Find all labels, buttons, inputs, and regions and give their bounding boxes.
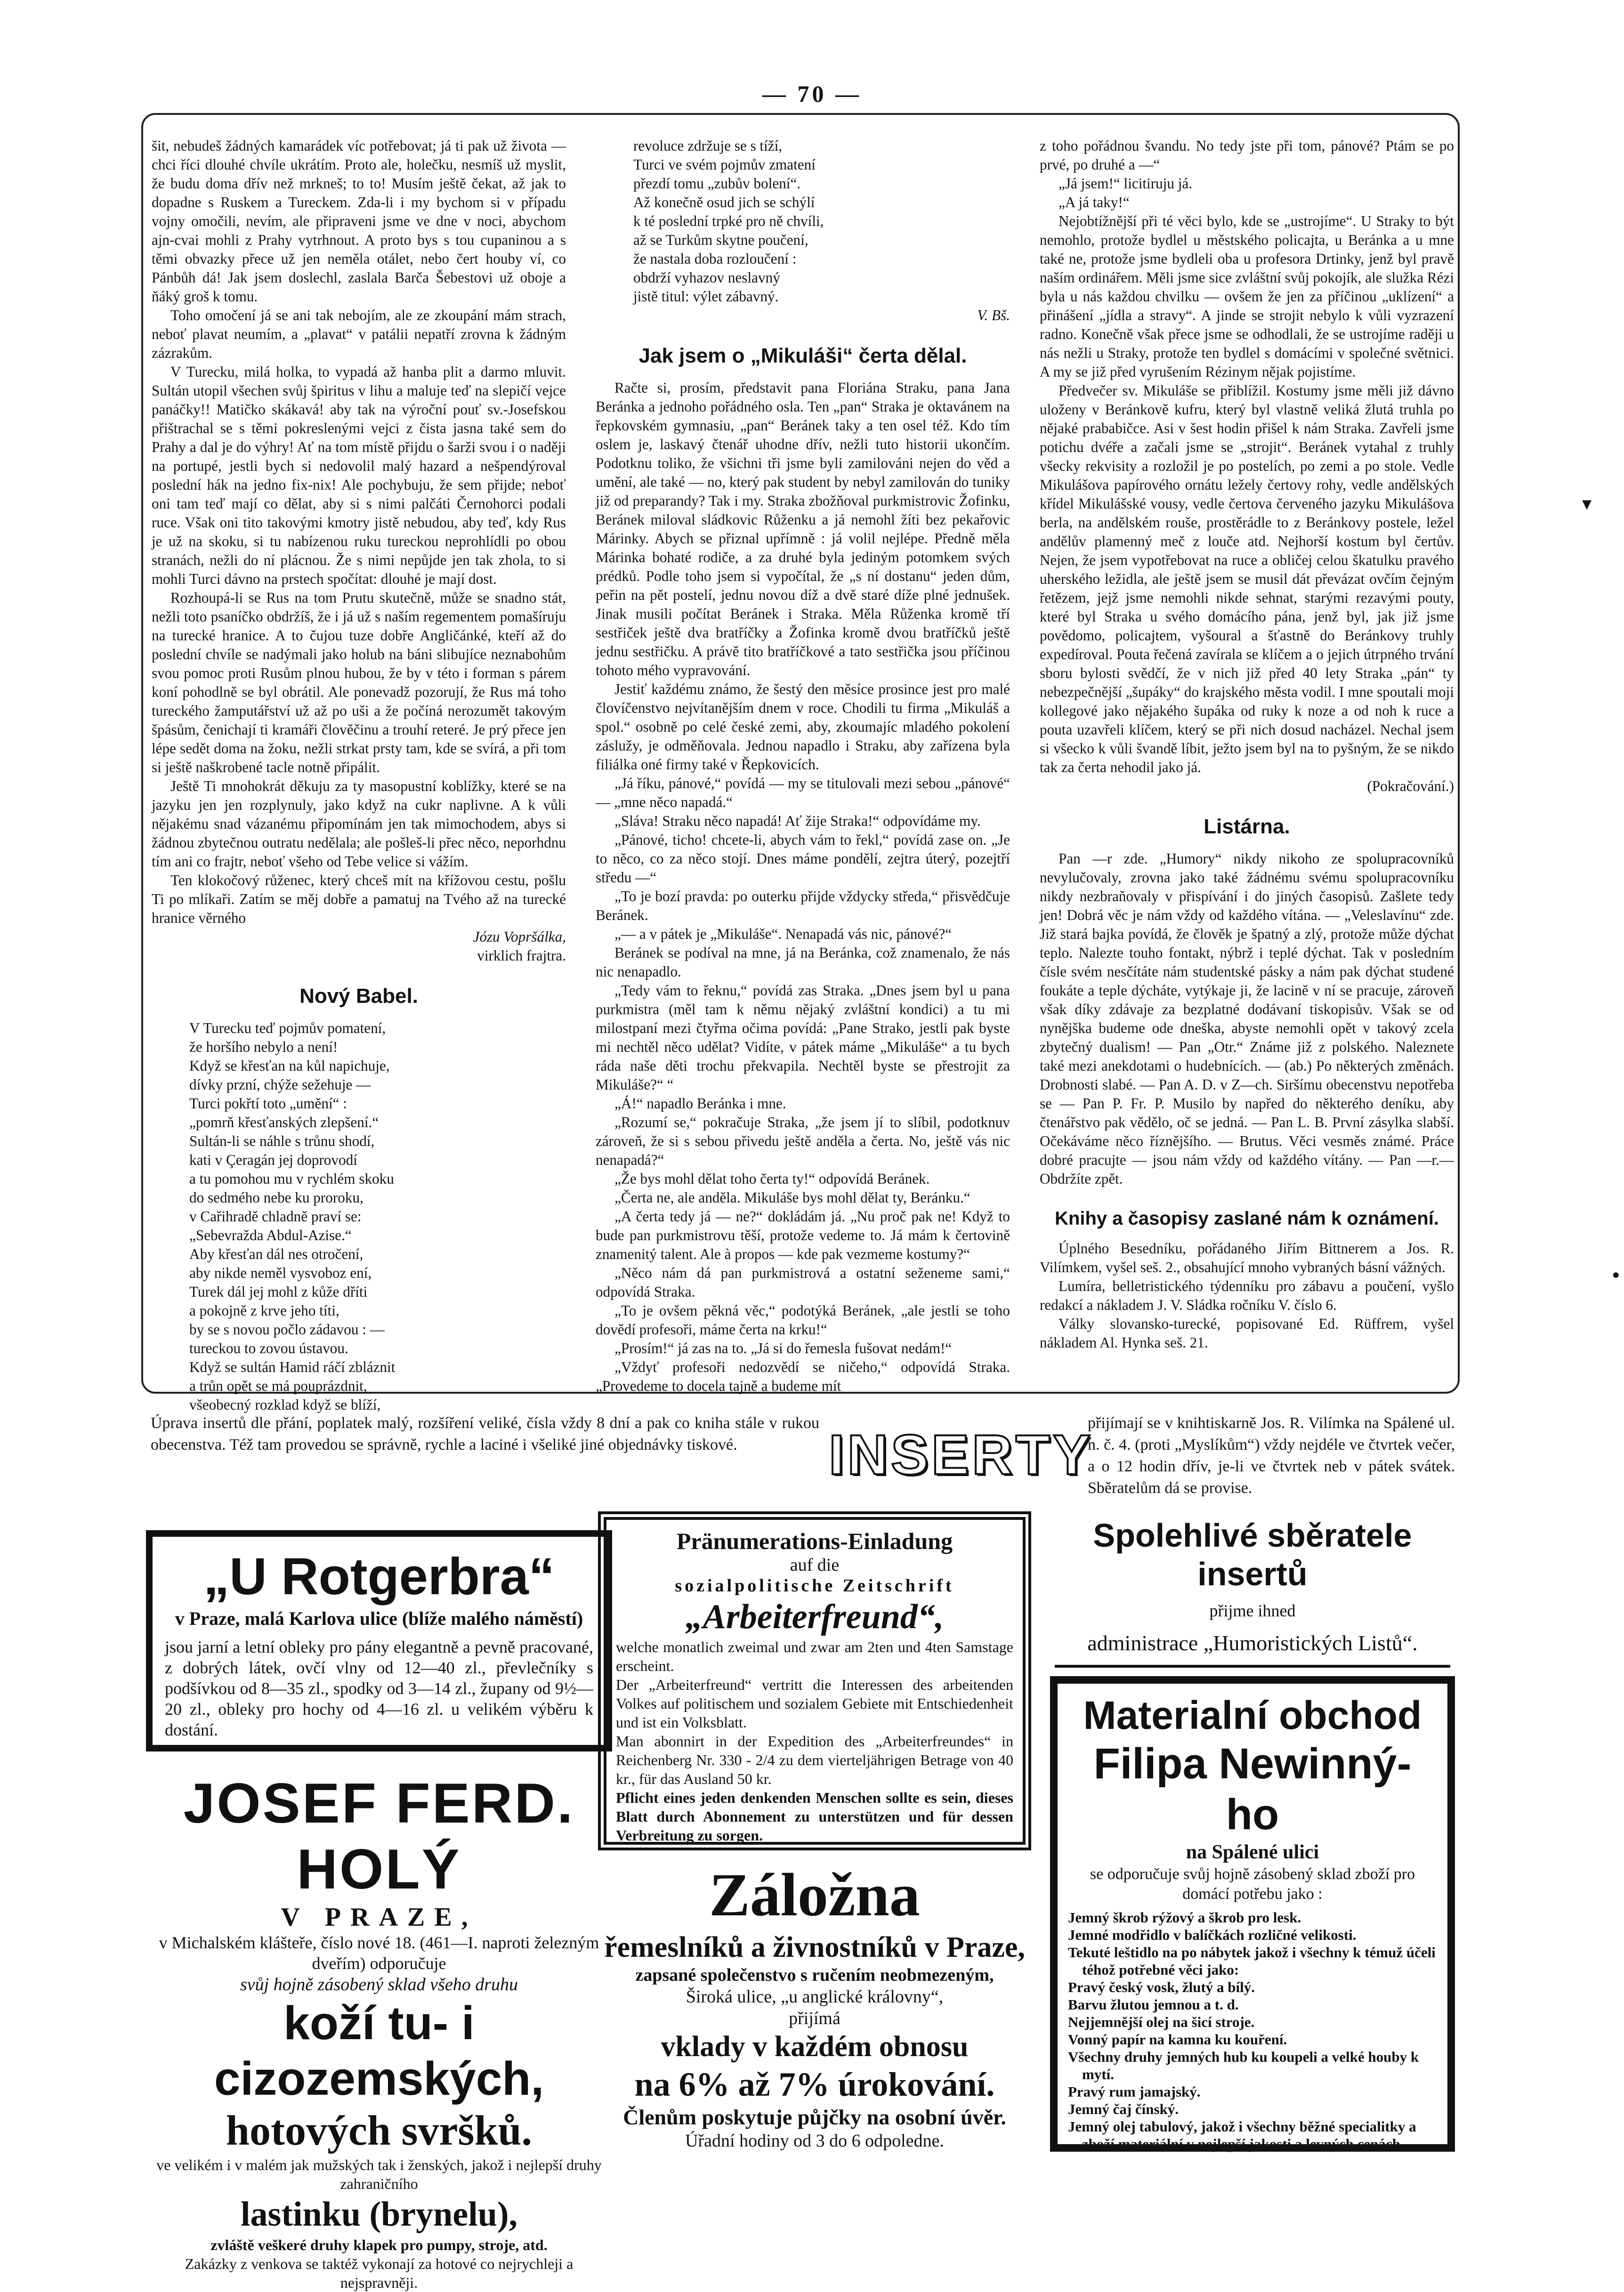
- ad-material-item: Nejjemnější olej na šicí stroje.: [1068, 2014, 1255, 2030]
- ad-material-item: Jemný čaj čínský.: [1068, 2101, 1179, 2117]
- ad-arbeiterfreund: [598, 1511, 1031, 1850]
- story-paragraph: Předvečer sv. Mikuláše se přiblížil. Kostumy jsme měli již dávno uloženy v Beránkově kufru, který byl vlastně veliká žlutá truhla po nějaké prababičce. Asi v šest hodin přišel k nám Straka. Zavřeli jsme potichu dvéře a začali jsme se „strojit“. Beránek vytahal z truhly všecky rekvisity a rozložil je po postelích, po zemi a po stole. Vedle Mikulášova papírového ornátu ležely čertovy rohy, vedle andělských křídel Mikulášské vousy, vedle čertova červeného jazyku Mikulášova berla, na andělském rouše, prostěrádle to z Beránkovy postele, ležel andělův plamenný meč z louče atd. Nejhorší kostum byl čertův. Nejen, že jsem vypotřebovat na ruce a obličej celou škatulku pravého uherského ležidla, ale ještě jsem se musil dát převázat ovčím čejným řetězem, jejž jsme nemohli nikde sehnat, starými rezavými pouty, které byl Straka u svého domácího pána, jenž byl, jak již jsme povědomo, policajtem, vyšoural a šťastně do Beránkovy truhly expedíroval. Pouta řečená zavírala se klíčem a o jejich útrpného trvání sboru bylosti svědčí, že v nich již před 40 lety Straka „pán“ ty nebezpečnější „šupáky“ do krajského města vodil. I mne spoutali moji kollegové jako nějakého šupáka od ruky k noze a od noh k ruce a pouta uzavřeli klíčem, který se při nich dosud nacházel. Nechal jsem si všecko k vůli švandě líbit, ježto jsem byl na to pyšným, že se nikdo tak za čerta nehodil jako já.: [1040, 382, 1454, 775]
- ad-holy-small1: ve velikém i v malém jak mužských tak i ženských, jakož i nejlepší druhy zahraničního: [156, 2156, 602, 2192]
- story-paragraph: „Á!“ napadlo Beránka i mne.: [614, 1095, 786, 1112]
- story-paragraph: „— a v pátek je „Mikuláše“. Nenapadá vás nic, pánové?“: [614, 926, 952, 942]
- continuation-note: (Pokračování.): [1367, 778, 1454, 794]
- story-paragraph: „Vždyť profesoři nedozvědí se ničeho,“ odpovídá Straka. „Provedeme to docela tajně a budeme mít: [596, 1359, 1010, 1394]
- ad-material-sub: na Spálené ulici: [1186, 1841, 1319, 1863]
- ad-zalozna-line5: na 6% až 7% úrokování.: [634, 2066, 995, 2103]
- poem-line: by se s novou počlo zádavou : —: [189, 1321, 385, 1338]
- ad-zalozna: [598, 1860, 1031, 2152]
- listarna-title: Listárna.: [1204, 815, 1290, 838]
- inserty-title: INSERTY: [829, 1423, 1094, 1486]
- ad-material-item: Pravý rum jamajský.: [1068, 2083, 1201, 2100]
- inserty-left-text: Úprava insertů dle přání, poplatek malý, rozšíření veliké, čísla vždy 8 dní a pak co kniha stále v rukou obecenstva. Též tam provedou se správně, rychle a laciné i všeliké jiné objednávky tiskové.: [151, 1414, 819, 1453]
- poem-line: a tu pomohou mu v rychlém skoku: [189, 1170, 394, 1187]
- poem-line: v Cařihradě chladně praví se:: [189, 1208, 362, 1225]
- ad-material-item: Pravý český vosk, žlutý a bílý.: [1068, 1979, 1255, 1995]
- books-item: Války slovansko-turecké, popisované Ed. Rüffrem, vyšel nákladem Al. Hynka seš. 21.: [1040, 1315, 1454, 1351]
- story-paragraph: „To je bozí pravda: po outerku přijde vždycky středa,“ přisvědčuje Beránek.: [596, 888, 1010, 923]
- poem-line: do sedmého nebe ku proroku,: [189, 1189, 364, 1206]
- letter-paragraph: V Turecku, milá holka, to vypadá až hanba plit a darmo mluvit. Sultán utopil všechen svůj špiritus v lihu a maluje teď na slepičí vejce panáčky!! Matičko skákavá! aby tak na výroční pouť sv.-Josefskou přištrachal se s těmi pokreslenými vejci z čista jasna také sem do Prahy a dal je do výhry! Ať na tom místě přijdu o šarži svou i o naději na portupé, jestli bych si nedovolil malý hazard a nešpendýroval poslední hák na jedno fix-nix! Ale pochybuju, že sem přijde; neboť oni tam teď mají co dělat, aby si s nimi palčáti Černohorci podali ruce. Však oni tito takovými kmotry jistě nebudou, aby teď, kdy Rus je už na skoku, si tu nabízenou ruku tureckou neprohlídli po obou stranách, nežli do ní plácnou. Že s nimi nepůjde jen tak zhola, to si mohli Turci dávno na prstech spočítat: dlouhé je mají dost.: [152, 363, 566, 587]
- letter-paragraph: šit, nebudeš žádných kamarádek víc potřebovat; já ti pak už života — chci říci dlouhé chvíle ukrátím. Proto ale, holečku, nesmíš už myslit, že budu doma dřív než mrkneš; to to! Musím ještě čekat, až jak to dopadne s Ruskem a Tureckem. Zda-li i my bychom si v případu vojny omočili, nevím, ale připraveni jsme ve dne v noci, abychom ajn-cvai mohli z Prahy vytrhnout. A proto bys s tou cupaninou a s těmi obvazky přece už jen neměla otálet, nebo čert houby ví, co Pánbůh dá! Jak jsem doslechl, zaslala Barča Šebestovi už oboje a ňáký groš k tomu.: [152, 137, 566, 305]
- poem-title: Nový Babel.: [299, 985, 418, 1008]
- story-paragraph: z toho pořádnou švandu. No tedy jste při tom, pánové? Ptám se po prvé, po druhé a —“: [1040, 137, 1454, 173]
- story-paragraph: „Tedy vám to řeknu,“ povídá zas Straka. „Dnes jsem byl u pana purkmistra (měl tam k němu nějaký zvláštní kondici) a tu mi milostpaní mezi čtyřma očima povídá: „Pane Strako, jestli pak byste mi nechtěl něco udělat? Vidíte, v pátek máme „Mikuláše“ a tu bych ráda naše děti trochu překvapila. Nechtěl byste se přestrojit za Mikuláše?“ “: [596, 982, 1010, 1093]
- ad-holy-small2: zvláště veškeré druhy klapek pro pumpy, stroje, atd.: [210, 2236, 548, 2253]
- ad-rotgerbra-address: v Praze, malá Karlova ulice (blíže malého náměstí): [175, 1608, 583, 1629]
- story-paragraph: „A čerta tedy já — ne?“ dokládám já. „Nu proč pak ne! Když to bude pan purkmistrovu těší, protože vedeme to. Já mám k čertovině znamenitý talent. Ale à propos — kde pak vezmeme kostumy?“: [596, 1208, 1010, 1262]
- poem-line: Turci pokřtí toto „umění“ :: [189, 1095, 347, 1112]
- poem-line: Až konečně osud jich se schýlí: [633, 194, 815, 210]
- inserty-right-text: přijímají se v knihtiskarně Jos. R. Vilímka na Spálené ul. n. č. 4. (proti „Myslíkům“) vždy nejdéle ve čtvrtek večer, a o 12 hodin dřív, je-li ve čtvrtek neb v pátek svátek. Sběratelům dá se provise.: [1088, 1414, 1455, 1497]
- story-paragraph: „Čerta ne, ale anděla. Mikuláše bys mohl dělat ty, Beránku.“: [614, 1189, 970, 1206]
- story-paragraph: „Že bys mohl dělat toho čerta ty!“ odpovídá Beránek.: [614, 1170, 930, 1187]
- ad-material-line1: Materialní obchod: [1083, 1693, 1422, 1737]
- poem-line: dívky przní, chýže sežehuje —: [189, 1076, 371, 1093]
- story-title: Jak jsem o „Mikuláši“ čerta dělal.: [638, 344, 967, 367]
- ad-spolehlive-sub: přijme ihned: [1209, 1601, 1296, 1620]
- poem-line: Když se sultán Hamid ráčí zbláznit: [189, 1359, 396, 1375]
- poem-line: všeobecný rozklad když se blíží,: [189, 1396, 381, 1413]
- poem-line: „Sebevražda Abdul-Azise.“: [189, 1227, 352, 1243]
- letter-signature-role: virklich frajtra.: [477, 947, 566, 964]
- story-paragraph: Nejobtížnější při té věci bylo, kde se „ustrojíme“. U Straky to být nemohlo, protože bydlel u městského policajta, u Beránka a u mne také ne, protože jsme bydleli oba u profesora Drtinky, jenž byl pravě naším ordinářem. Měli jsme sice zvláštní svůj pokojík, ale služka Rézi byla u nás každou chvilku — ovšem že jen za příčinou „uklízení“ a přinášení „jídla a stravy“. A jinde se strojit nebylo k vůli vyzrazení radno. Konečně však přece jsme se odhodlali, že se ustrojíme raději u nás nežli u Straky, protože ten bydlel s domácími v společné světnici. A my se již před vyrušením Rézinym nějak pojistíme.: [1040, 213, 1454, 380]
- ad-holy-line2: hotových svršků.: [226, 2107, 533, 2154]
- ad-arbeiter-body: Man abonnirt in der Expedition des „Arbeiterfreundes“ in Reichenberg Nr. 330 - 2/4 zu dem vierteljährigen Betrage von 40 kr., für das Ausland 50 kr.: [616, 1733, 1013, 1787]
- ad-zalozna-line3b: Široká ulice, „u anglické královny“,: [686, 1987, 944, 2007]
- ad-holy-city: V PRAZE,: [281, 1903, 477, 1932]
- ad-arbeiter-sub1: auf die: [790, 1555, 840, 1575]
- letter-paragraph: Rozhoupá-li se Rus na tom Prutu skutečně, může se snadno stát, nežli toto psaníčko obdržíš, že i já už s naším regementem pomašíruju na turecké hranice. A to čujou tuze dobře Angličánké, kteří až do poslední chvíle se nadýmali jako holub na báni slibujíce neznabohům svou pomoc proti Rusům plnou hubou, že by v této i forman s párem koní pohodlně se byl obrátil. Ale ponevadž pozorují, že Rus má toho tureckého žamputářství už až po uši a že počíná nerozumět takovým špásům, čenichají ti kramáři člověčinu a trouhí reteré. Je prý přece jen lépe sedět doma na žoku, nežli strkat prsty tam, kde se svírá, a při tom si ještě naškrobené tacle notně připálit.: [152, 589, 566, 775]
- poem-line: Turci ve svém pojmův zmatení: [633, 156, 816, 173]
- ad-zalozna-line7: Úřadní hodiny od 3 do 6 odpoledne.: [685, 2131, 944, 2151]
- poem-line: k té poslední trpké pro ně chvíli,: [633, 213, 824, 229]
- letter-paragraph: Toho omočení já se ani tak nebojím, ale ze zkoupání mám strach, neboť plavat neumím, a „plavat“ v patálii nepatří zrovna k žádným zázrakům.: [152, 307, 566, 361]
- books-item: Úplného Besedníku, pořádaného Jiřím Bittnerem a Jos. R. Vilímkem, vyšel seš. 2., obsahující mnoho vybraných básní vážných.: [1040, 1240, 1454, 1275]
- ad-material-item: Tekuté leštidlo na po nábytek jakož i všechny k témuž účeli téhož potřebné věci jako:: [1068, 1944, 1436, 1978]
- letter-paragraph: Ještě Ti mnohokrát děkuju za ty masopustní koblížky, které se na jazyku jen jen rozplynuly, jako když na cukr naplivne. A k vůli nějakému snad vázanému připomínám jen tak mimochodem, abys si žádnou zbytečnou outratu nedělala; ale pošleš-li přec něco, neporhdnu tím ani co frajtr, neboť všeho od Tebe velice si vážím.: [152, 778, 566, 870]
- ad-material-item: Jemný škrob rýžový a škrob pro lesk.: [1068, 1909, 1301, 1926]
- ad-material-item: Všechny druhy jemných hub ku koupeli a velké houby k mytí.: [1068, 2049, 1419, 2082]
- story-paragraph: „A já taky!“: [1058, 194, 1130, 210]
- poem-line: Sultán-li se náhle s trůnu shodí,: [189, 1133, 375, 1149]
- poem-line: jistě titul: výlet zábavný.: [633, 288, 779, 305]
- letter-signature-name: Józu Vopršálka,: [473, 928, 566, 945]
- ad-rotgerbra-body: jsou jarní a letní obleky pro pány elegantně a pevně pracované, z dobrých látek, ovčí vlny od 12—40 zl., převlečníky s podšívkou od 8—35 zl., spodky od 3—14 zl., župany od 9½—20 zl., obleky pro hochy od 4—16 zl. u velikém výběru k dostání.: [165, 1638, 593, 1739]
- ad-material-item: Vonný papír na kamna ku kouření.: [1068, 2031, 1287, 2048]
- poem-line: Aby křesťan dál nes otročení,: [189, 1246, 364, 1262]
- story-paragraph: „Sláva! Straku něco napadá! Ať žije Straka!“ odpovídáme my.: [614, 813, 981, 829]
- poem-line: a pokojně z krve jeho títi,: [189, 1302, 339, 1319]
- poem-line: Turek dál jej mohl z kůže dříti: [189, 1283, 368, 1300]
- page-number: — 70 —: [762, 81, 862, 107]
- poem-line: že nastala doba rozloučení :: [633, 250, 797, 267]
- ad-zalozna-line3c: přijímá: [789, 2009, 840, 2028]
- ad-material-list: [1068, 1909, 1437, 2153]
- poem-line: že horšího nebylo a není!: [189, 1039, 338, 1055]
- poem-body: [152, 1019, 566, 1414]
- ad-rotgerbra: [146, 1530, 612, 1751]
- ad-arbeiter-body: Pflicht eines jeden denkenden Menschen sollte es sein, dieses Blatt durch Abonnement zu unterstützen und für dessen Verbreitung zu sorgen.: [616, 1789, 1013, 1844]
- poem-continuation: [596, 137, 1010, 306]
- ad-holy-address: v Michalském klášteře, číslo nové 18. (461—I. naproti železným dveřím) odporučuje: [159, 1933, 599, 1973]
- ad-material-line2: Filipa Newinný-ho: [1093, 1740, 1412, 1839]
- column-1: [152, 137, 566, 1413]
- books-title: Knihy a časopisy zaslané nám k oznámení.: [1055, 1208, 1439, 1229]
- ad-arbeiter-body: welche monatlich zweimal und zwar am 2ten und 4ten Samstage erscheint.: [616, 1638, 1013, 1674]
- poem-line: V Turecku teď pojmův pomatení,: [189, 1020, 386, 1036]
- ad-arbeiter-heading: Pränumerations-Einladung: [676, 1528, 953, 1554]
- ad-holy-tagline: svůj hojně zásobený sklad všeho druhu: [240, 1975, 518, 1994]
- story-paragraph: Račte si, prosím, představit pana Floriána Straku, pana Jana Beránka a jednoho pořádného osla. Ten „pan“ Straka je oktavánem na řepkovském gymnasiu, „pan“ Beránek taky a ten osel též. Kdo tím oslem je, laskavý čtenář uhodne dřív, nežli tuto historii ukončím. Podotknu toliko, že všichni tři jsme byli zamilováni nejen do věd a umění, ale také — no, který pak student by nebyl zamilován do tuniky již od preparandy? Tak i my. Straka zbožňoval purkmistrovic Žofinku, Beránek miloval sládkovic Růženku a já nemohl žíti bez pekařovic Márinky. Abych se přiznal upřímně : já volil nejlépe. Předně měla Márinka bohaté rodiče, a za druhé byla jediným potomkem svých prédků. Podle toho jsem si vypočítal, že „s ní dostanu“ jeden dům, peřin na pět postelí, jednu novou díž a dvě staré díže plné jednušek. Jinak musili počítat Beránek i Straka. Měla Růženka kromě tří sestřiček ještě dva bratříčky a Žofinka kromě dvou bratříčků ještě jednu sestřičku. A právě tito bratříčkové a tato sestřička jsou příčinou tohoto mého vypravování.: [596, 379, 1010, 678]
- poem-line: až se Turkům skytne poučení,: [633, 232, 808, 248]
- poem-line: a trůn opět se má pouprázdnit,: [189, 1378, 367, 1394]
- story-paragraph: „Rozumí se,“ pokračuje Straka, „že jsem jí to slíbil, podotknuv zároveň, že si s sebou přivedu ještě anděla a čerta. No, ještě vás nic nenapadá?“: [596, 1114, 1010, 1168]
- ad-arbeiter-body: Der „Arbeiterfreund“ vertritt die Interessen des arbeitenden Volkes auf politischem und sozialem Gebiete mit Entschiedenheit und ist ein Volksblatt.: [616, 1676, 1013, 1731]
- column-3: [1040, 137, 1454, 1380]
- story-paragraph: „Něco nám dá pan purkmistrová a ostatní seženeme sami,“ odpovídá Straka.: [596, 1265, 1010, 1300]
- story-paragraph: Beránek se podíval na mne, já na Beránka, což znamenalo, že nás nic nenapadlo.: [596, 944, 1010, 980]
- story-paragraph: „Prosím!“ já zas na to. „Já si do řemesla fušovat nedám!“: [614, 1340, 952, 1356]
- listarna-text: Pan —r zde. „Humory“ nikdy nikoho ze spolupracovníků nevylučovaly, zrovna jako také žádnému svému spolupracovníku nikdy nezbraňovaly v přispívání i do jiných časopisů. Zašlete tedy jen! Dobrá věc je nám vždy od každého vítána. — „Veleslavínu“ zde. Již stará bajka povídá, že člověk je špatný a zlý, protože může dýchat teplo. Nalezte touho fontakt, nýbrž i teplé dýchat. Tak v posledním čísle svém nesčítáte nám studentské pásky a nám pak dýchat studené foukáte a teple dýcháte, vytýkaje ji, že lacině v ní se pracuje, zároveň však díky zdávaje za bezplatné dodávaní tiskopisův. Však se od nynějška budeme ode dneška, abyste nemohli opět v takový zcela zbytečný dualism! — Pan „Otr.“ Známe již z polského. Naleznete také mezi anekdotami o hudebnících. — (ab.) Po některých změnách. Drobnosti slabé. — Pan A. D. v Z—ch. Siršímu obecenstvu nepotřeba se — Pan P. Fr. P. Musilo by napřed do některého deníku, aby čtenářstvo pak vědělo, oč se jedná. — Pan L. B. První zásylka slabší. Očekáváme něco říznějšího. — Brutus. Věci vesměs známé. Práce dobré pracujte — jsou nám vždy od každého vítány. — Pan —r.— Obdržíte zpět.: [1040, 850, 1454, 1187]
- ad-zalozna-name: Záložna: [709, 1861, 920, 1929]
- ad-material-item: Jemný olej tabulový, jakož i všechny běžné specialitky a zboží materiální v nejlepší jakosti a levných cenách.: [1068, 2118, 1416, 2152]
- poem-line: přezdí tomu „zubův bolení“.: [633, 175, 801, 192]
- margin-mark-icon: •: [1610, 1265, 1622, 1287]
- ad-zalozna-line4: vklady v každém obnosu: [661, 2031, 969, 2063]
- ad-spolehlive-mid: administrace „Humoristických Listů“.: [1087, 1631, 1418, 1655]
- poem-line: tureckou to zovou ústavou.: [189, 1340, 348, 1356]
- story-paragraph: „Pánové, ticho! chcete-li, abych vám to řekl,“ povídá zase on. „Je to něco, co za něco stojí. Dnes máme pondělí, zejtra úterý, pozejtří středu —“: [596, 831, 1010, 886]
- ad-holy: [146, 1766, 612, 2291]
- ad-holy-line3: lastinku (brynelu),: [240, 2195, 518, 2234]
- ad-spolehlive-title: Spolehlivé sběratele insertů: [1093, 1517, 1412, 1592]
- margin-mark-icon: ▾: [1582, 493, 1592, 515]
- ad-material-item: Barvu žlutou jemnou a t. d.: [1068, 1996, 1239, 2013]
- ad-material: [1050, 1676, 1455, 2152]
- story-paragraph: „Já jsem!“ licitiruju já.: [1058, 175, 1193, 192]
- poem-line: Když se křesťan na kůl napichuje,: [189, 1057, 390, 1074]
- story-paragraph: Jestiť každému známo, že šestý den měsíce prosince jest pro malé človíčenstvo nejvítanějším dnem v roce. Chodili tu firma „Mikuláš a spol.“ osobně po celé české zemi, aby, zkoumajíc mladého pokolení záslužy, je odměňovala. Jednou napadlo i Straku, aby zařízena byla filiálka oné firmy také v Řepkovicích.: [596, 681, 1010, 773]
- story-paragraph: „To je ovšem pěkná věc,“ podotýká Beránek, „ale jestli se toho dovědí profesoři, máme čerta na krku!“: [596, 1302, 1010, 1338]
- column-2: [596, 137, 1010, 1394]
- books-item: Lumíra, belletristického týdenníku pro zábavu a poučení, vyšlo redakcí a nákladem J. V. Sládka ročníku V. číslo 6.: [1040, 1278, 1454, 1313]
- ad-zalozna-line6: Členům poskytuje půjčky na osobní úvěr.: [623, 2105, 1006, 2129]
- poem-line: „pomrň křesťanských zlepšení.“: [189, 1114, 379, 1130]
- divider: [1055, 1665, 1450, 1668]
- poem-line: kati v Çeragán jej doprovodí: [189, 1152, 357, 1168]
- poem-line: aby nikde neměl vysvoboz ení,: [189, 1265, 372, 1281]
- ad-holy-small3: Zakázky z venkova se taktéž vykonají za hotové co nejrychleji a nejspravněji.: [185, 2255, 574, 2291]
- ad-zalozna-line3a: zapsané společenstvo s ručením neobmezeným,: [635, 1965, 994, 1985]
- letter-paragraph: Ten klokočový růženec, který chceš mít na křížovou cestu, pošlu Ti po mlíkaři. Zatím se měj dobře a pamatuj na Tvého až na turecké hranice věrného: [152, 872, 566, 926]
- ad-holy-line1: koží tu- i cizozemských,: [214, 1997, 544, 2105]
- story-paragraph: „Já říku, pánové,“ povídá — my se titulovali mezi sebou „pánové“ — „mne něco napadá.“: [596, 775, 1010, 810]
- poem-signature: V. Bš.: [977, 307, 1010, 323]
- inserty-row: [141, 1412, 1460, 1507]
- poem-line: obdrží vyhazov neslavný: [633, 269, 780, 286]
- poem-line: revoluce zdržuje se s tíží,: [633, 137, 783, 154]
- ad-arbeiter-sub2: sozialpolitische Zeitschrift: [675, 1576, 954, 1596]
- ad-spolehlive: [1050, 1511, 1455, 1653]
- ad-holy-name: JOSEF FERD. HOLÝ: [183, 1772, 575, 1901]
- ad-zalozna-line2: řemeslníků a živnostníků v Praze,: [604, 1931, 1025, 1963]
- ad-material-item: Jemné modřidlo v balíčkách rozličné velikosti.: [1068, 1927, 1357, 1943]
- ad-rotgerbra-name: „U Rotgerbra“: [203, 1548, 555, 1606]
- ad-arbeiter-title: „Arbeiterfreund“,: [685, 1598, 944, 1636]
- ad-material-text: se odporučuje svůj hojně zásobený sklad zboží pro domácí potřebu jako :: [1090, 1865, 1415, 1903]
